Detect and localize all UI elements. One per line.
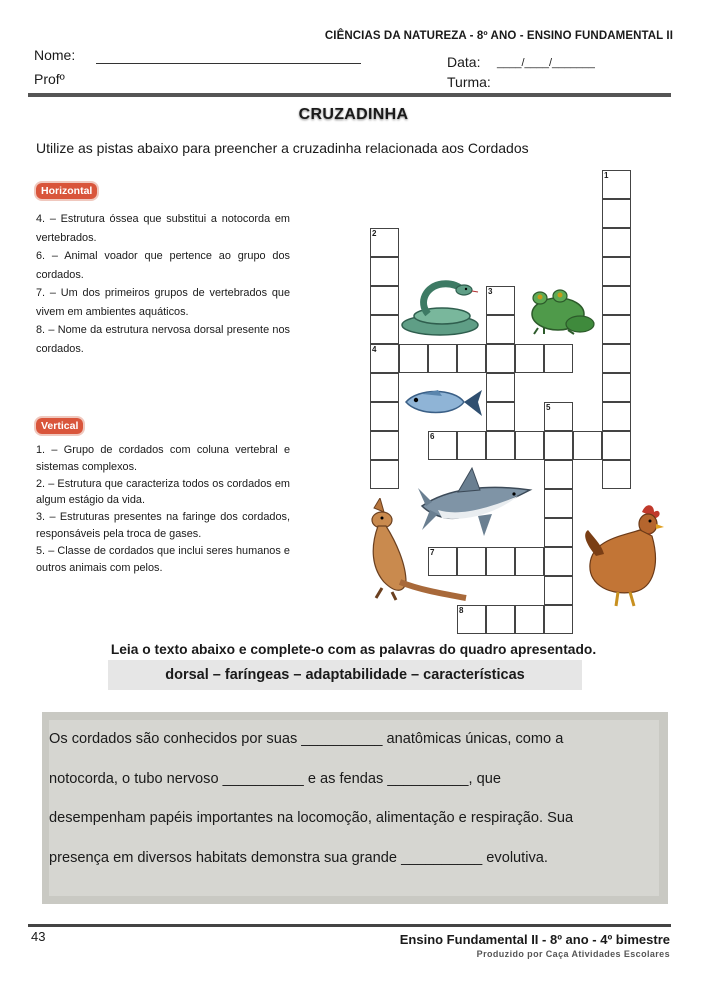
crossword-cell[interactable] [486, 315, 515, 344]
clue-number-1: 1 [604, 171, 609, 180]
word-bank: dorsal – faríngeas – adaptabilidade – características [108, 660, 582, 690]
date-field[interactable]: ____/____/_______ [497, 57, 595, 69]
crossword-cell[interactable] [602, 431, 631, 460]
clue-number-5: 5 [546, 403, 551, 412]
crossword-cell[interactable] [515, 605, 544, 634]
teacher-label: Profº [34, 71, 65, 87]
text-exercise-instruction: Leia o texto abaixo e complete-o com as palavras do quadro apresentado. [110, 642, 597, 657]
clue-number-6: 6 [430, 432, 435, 441]
clue-number-3: 3 [488, 287, 493, 296]
clue-h6: 6. – Animal voador que pertence ao grupo dos cordados. [36, 250, 290, 281]
clue-v5: 5. – Classe de cordados que inclui seres humanos e outros animais com pelos. [36, 544, 290, 574]
crossword-cell[interactable] [370, 315, 399, 344]
passage-line-1[interactable]: Os cordados são conhecidos por suas __________ anatômicas únicas, como a [49, 731, 564, 747]
crossword-cell[interactable] [399, 344, 428, 373]
crossword-cell[interactable] [602, 402, 631, 431]
crossword-cell[interactable] [457, 344, 486, 373]
crossword-cell[interactable] [486, 344, 515, 373]
crossword-cell[interactable] [544, 518, 573, 547]
name-label: Nome: [34, 47, 76, 63]
crossword-cell[interactable] [544, 576, 573, 605]
passage-line-4[interactable]: presença em diversos habitats demonstra sua grande __________ evolutiva. [49, 849, 548, 866]
fill-in-passage [49, 720, 659, 878]
crossword-cell[interactable] [370, 257, 399, 286]
clue-v3: 3. – Estruturas presentes na faringe dos cordados, responsáveis pela troca de gases. [36, 511, 290, 540]
crossword-cell[interactable] [544, 547, 573, 576]
crossword-cell[interactable] [602, 228, 631, 257]
crossword-cell[interactable] [457, 431, 486, 460]
crossword-cell[interactable] [428, 344, 457, 373]
frog-illustration [522, 284, 598, 336]
crossword-cell[interactable] [370, 373, 399, 402]
horizontal-label: Horizontal [36, 183, 97, 199]
crossword-cell[interactable] [602, 344, 631, 373]
vertical-label: Vertical [36, 418, 83, 434]
crossword-cell[interactable] [602, 373, 631, 402]
clue-h4: 4. – Estrutura óssea que substitui a notocorda em vertebrados. [36, 213, 290, 244]
clue-h7: 7. – Um dos primeiros grupos de vertebrados que vivem em ambientes aquáticos. [36, 287, 290, 318]
clue-number-7: 7 [430, 548, 435, 557]
crossword-instruction: Utilize as pistas abaixo para preencher a cruzadinha relacionada aos Cordados [36, 140, 529, 156]
date-label: Data: [447, 54, 481, 70]
page-number: 43 [31, 929, 46, 944]
crossword-cell[interactable] [486, 402, 515, 431]
footer-producer: Produzido por Caça Atividades Escolares [476, 949, 670, 959]
crossword-cell[interactable] [602, 199, 631, 228]
clue-h8: 8. – Nome da estrutura nervosa dorsal presente nos cordados. [36, 324, 290, 355]
crossword-cell[interactable] [544, 344, 573, 373]
crossword-cell[interactable] [602, 315, 631, 344]
crossword-cell[interactable] [370, 431, 399, 460]
clue-number-8: 8 [459, 606, 464, 615]
passage-line-2[interactable]: notocorda, o tubo nervoso __________ e as fendas __________, que [49, 770, 501, 787]
crossword-cell[interactable] [602, 460, 631, 489]
passage-line-3[interactable]: desempenham papéis importantes na locomoção, alimentação e respiração. Sua [49, 810, 574, 827]
crossword-cell[interactable] [486, 373, 515, 402]
crossword-cell[interactable] [515, 344, 544, 373]
crossword-cell[interactable] [544, 489, 573, 518]
crossword-cell[interactable] [486, 431, 515, 460]
crossword-cell[interactable] [370, 286, 399, 315]
crossword-cell[interactable] [544, 460, 573, 489]
crossword-cell[interactable] [370, 460, 399, 489]
clue-v2: 2. – Estrutura que caracteriza todos os cordados em algum estágio da vida. [36, 477, 290, 507]
crossword-cell[interactable] [486, 605, 515, 634]
fish-illustration [402, 386, 486, 420]
footer-level: Ensino Fundamental II - 8º ano - 4º bimestre [399, 932, 670, 947]
hen-illustration [582, 500, 668, 612]
page-title: CRUZADINHA [298, 106, 409, 123]
subject-header: CIÊNCIAS DA NATUREZA - 8º ANO - ENSINO FUNDAMENTAL II [324, 30, 673, 42]
clue-number-4: 4 [372, 345, 377, 354]
crossword-cell[interactable] [486, 547, 515, 576]
snake-illustration [398, 278, 484, 340]
crossword-cell[interactable] [515, 431, 544, 460]
clue-v1: 1. – Grupo de cordados com coluna vertebral e sistemas complexos. [36, 444, 290, 473]
crossword-cell[interactable] [544, 605, 573, 634]
class-label: Turma: [447, 74, 491, 90]
kangaroo-illustration [360, 498, 468, 602]
crossword-cell[interactable] [602, 257, 631, 286]
crossword-cell[interactable] [370, 402, 399, 431]
crossword-cell[interactable] [544, 431, 573, 460]
crossword-cell[interactable] [602, 286, 631, 315]
clue-number-2: 2 [372, 229, 377, 238]
footer-divider [28, 924, 671, 927]
crossword-cell[interactable] [515, 547, 544, 576]
crossword-cell[interactable] [573, 431, 602, 460]
